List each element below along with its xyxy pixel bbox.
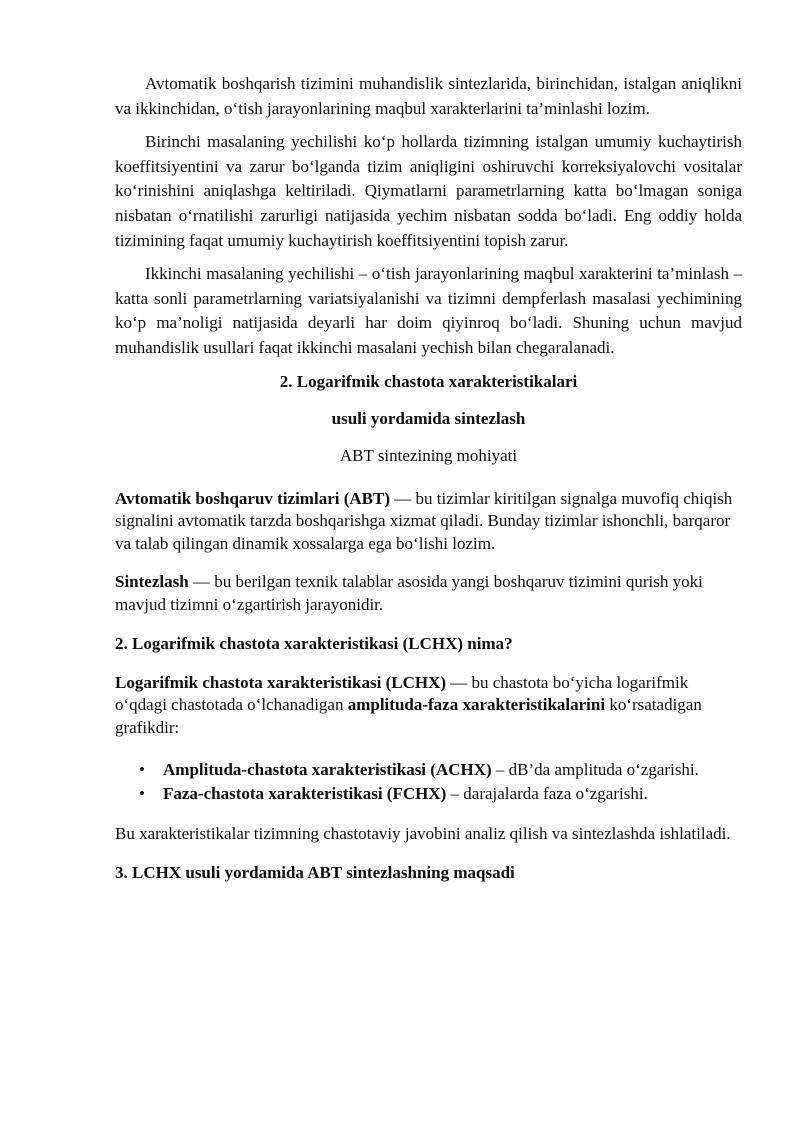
definition-sintezlash: [115, 571, 742, 616]
definition-lchx-term: Logarifmik chastota xarakteristikasi (LCHX): [115, 672, 447, 692]
definition-sintezlash-text: — bu berilgan texnik talablar asosida yangi boshqaruv tizimini qurish yoki mavjud tizimni o‘zgartirish jarayonidir.: [115, 572, 703, 614]
definition-abt-term: Avtomatik boshqaruv tizimlari (ABT): [115, 488, 390, 508]
heading-lchx: 2. Logarifmik chastota xarakteristikasi (LCHX) nima?: [115, 633, 513, 653]
list-item-achx: [139, 759, 742, 781]
list-item-fchx-term: Faza-chastota xarakteristikasi (FCHX): [163, 784, 447, 804]
list-item-fchx: [139, 783, 742, 805]
definition-lchx-text-2: ko‘rsatadigan grafikdir:: [115, 695, 702, 737]
heading-goal: 3. LCHX usuli yordamida ABT sintezlashning maqsadi: [115, 862, 515, 882]
list-item-fchx-text: – darajalarda faza o‘zgarishi.: [446, 784, 648, 804]
section-title-line-2: usuli yordamida sintezlash: [331, 408, 526, 428]
paragraph-second-task: Ikkinchi masalaning yechilishi – o‘tish jarayonlarining maqbul xarakterini ta’minlash – katta sonli parametrlarning variatsiyalanishi va tizimni dempferlash masalasi yechimining ko‘p ma’noligi natijasida deyarli har doim qiyinroq bo‘ladi. Shuning uchun mavjud muhandislik usullari faqat ikkinchi masalani yechish bilan chegaralanadi.: [115, 264, 742, 357]
definition-lchx: [115, 672, 742, 740]
characteristics-list: [115, 759, 742, 805]
section-subtitle: ABT sintezining mohiyati: [339, 445, 518, 465]
section-title-line-1: 2. Logarifmik chastota xarakteristikalari: [279, 371, 578, 391]
paragraph-intro: Avtomatik boshqarish tizimini muhandislik sintezlarida, birinchidan, istalgan aniqlikni va ikkinchidan, o‘tish jarayonlarining maqbul xarakterlarini ta’minlashi lozim.: [115, 74, 742, 118]
paragraph-first-task: Birinchi masalaning yechilishi ko‘p hollarda tizimning istalgan umumiy kuchaytirish koeffitsiyentini va zarur bo‘lganda tizim aniqligini oshiruvchi korreksiyalovchi vositalar ko‘rinishini aniqlashga keltiriladi. Qiymatlarni parametrlarning katta bo‘lmagan soniga nisbatan o‘rnatilishi zarurligi natijasida yechim nisbatan sodda bo‘ladi. Eng oddiy holda tizimining faqat umumiy kuchaytirish koeffitsiyentini topish zarur.: [115, 132, 742, 250]
paragraph-closing: Bu xarakteristikalar tizimning chastotaviy javobini analiz qilish va sintezlashda ishlatiladi.: [115, 824, 731, 844]
definition-abt: [115, 488, 742, 556]
definition-lchx-bold: amplituda-faza xarakteristikalarini: [347, 695, 606, 715]
bullet-icon: •: [139, 784, 145, 804]
document-page: [115, 72, 742, 901]
definition-abt-text: — bu tizimlar kiritilgan signalga muvofiq chiqish signalini avtomatik tarzda boshqarishga xizmat qiladi. Bunday tizimlar ishonchli, barqaror va talab qilingan dinamik xossalarga ega bo‘lishi lozim.: [115, 488, 733, 553]
definition-sintezlash-term: Sintezlash: [115, 572, 189, 592]
list-item-achx-text: – dB’da amplituda o‘zgarishi.: [491, 760, 699, 780]
list-item-achx-term: Amplituda-chastota xarakteristikasi (ACHX): [163, 760, 492, 780]
definition-lchx-text-1: — bu chastota bo‘yicha logarifmik o‘qdagi chastotada o‘lchanadigan: [115, 672, 689, 715]
bullet-icon: •: [139, 760, 145, 780]
